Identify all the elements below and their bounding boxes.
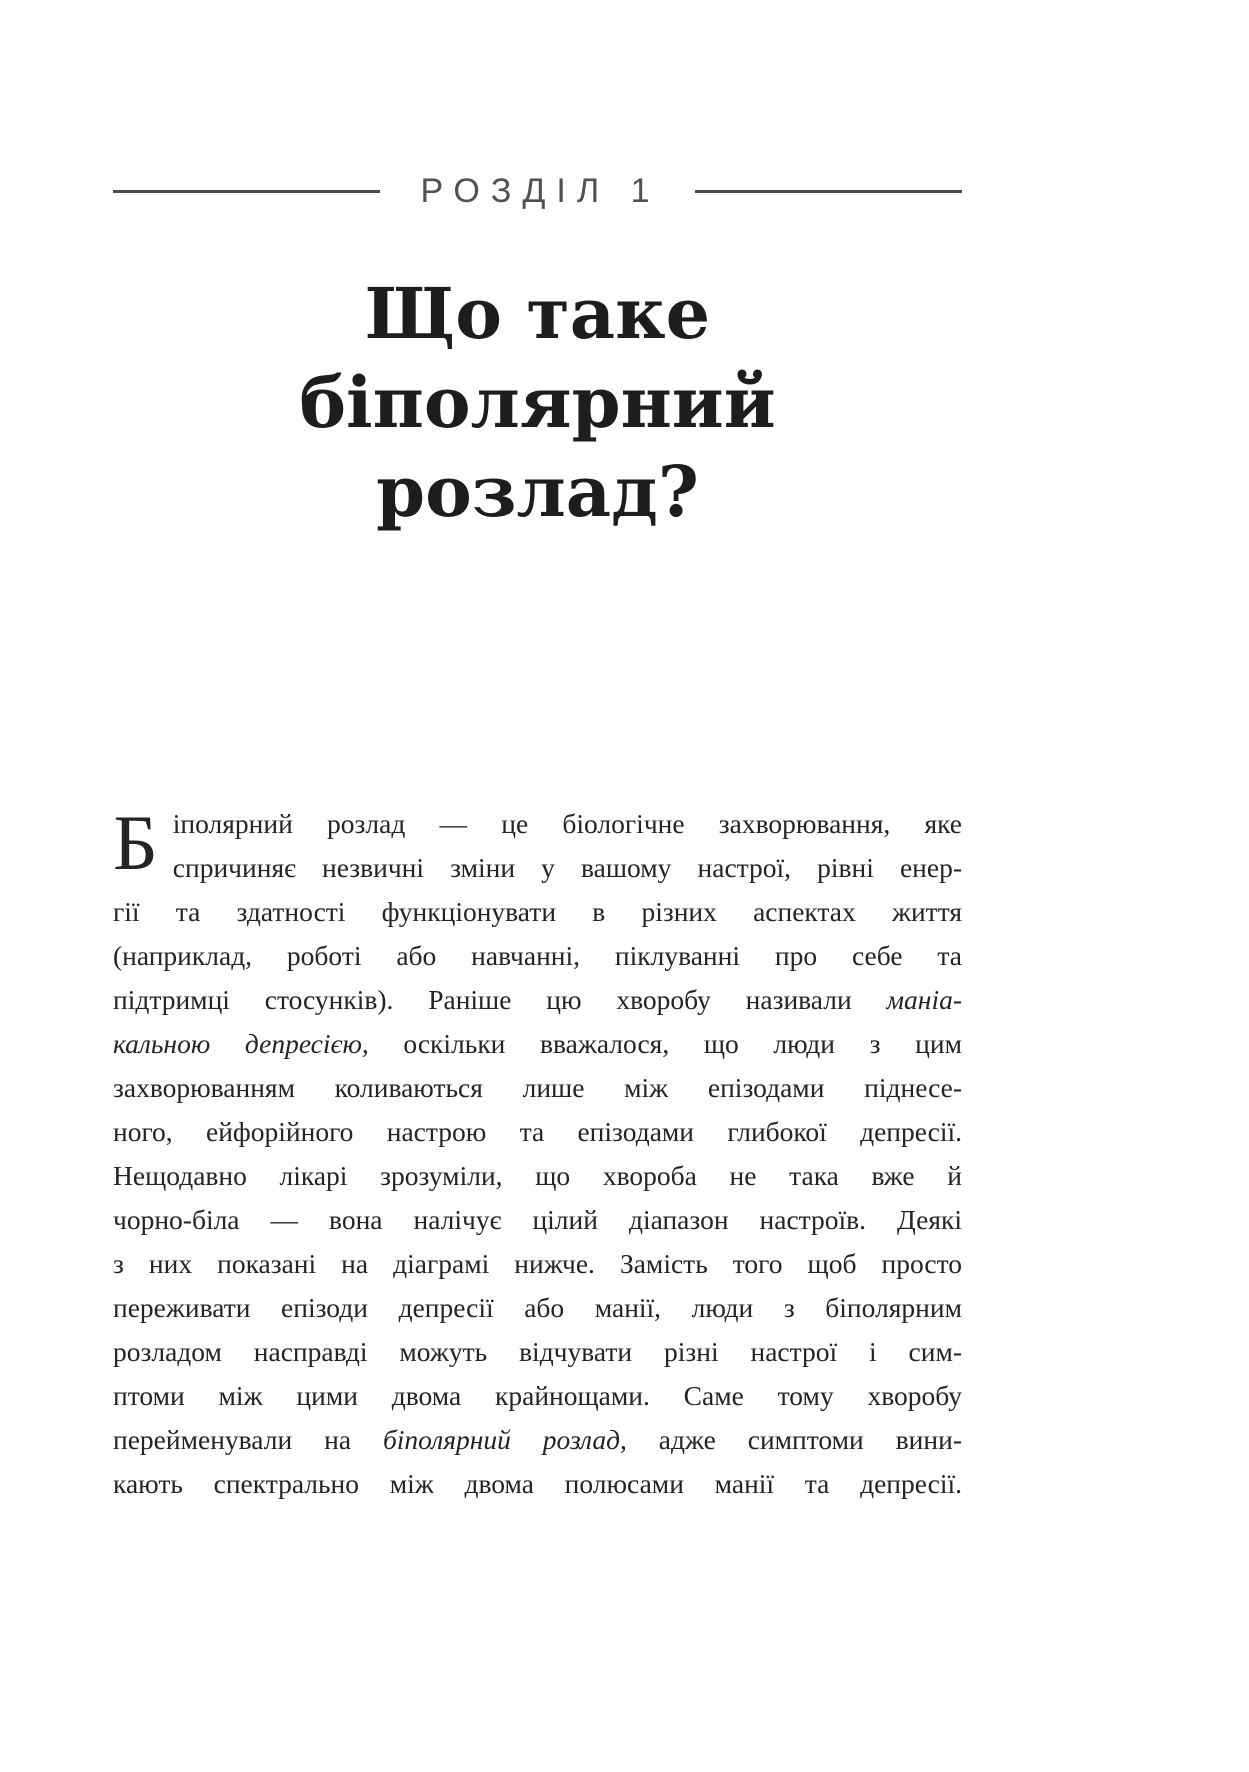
page-content (113, 172, 962, 1506)
chapter-title (113, 269, 962, 536)
body-text: перейменували на (113, 1424, 383, 1455)
body-line (113, 1110, 962, 1154)
body-text: гії та здатності функціонувати в різних аспектах життя (113, 896, 962, 927)
body-text: захворюванням коливаються лише між епізодами піднесе- (113, 1072, 962, 1103)
body-line (113, 1066, 962, 1110)
body-line (113, 1462, 962, 1506)
body-line (113, 1242, 962, 1286)
chapter-rule-right (695, 190, 962, 193)
body-text: (наприклад, роботі або навчанні, піклуванні про себе та (113, 940, 962, 971)
chapter-title-line: біполярний (299, 361, 776, 444)
body-text-italic: кальною депресією, (113, 1028, 369, 1059)
body-text-italic: біполярний розлад (382, 1424, 620, 1455)
body-text: розладом насправді можуть відчувати різні настрої і сим- (113, 1336, 962, 1367)
body-text: кають спектрально між двома полюсами манії та депресії. (113, 1468, 962, 1499)
chapter-header (113, 172, 962, 211)
body-text-italic: маніа- (886, 984, 962, 1015)
body-line (113, 934, 962, 978)
body-text: переживати епізоди депресії або манії, люди з біполярним (113, 1292, 962, 1323)
body-line (113, 978, 962, 1022)
body-paragraph (113, 799, 962, 1506)
body-line (113, 802, 962, 846)
chapter-rule-left (113, 190, 380, 193)
body-line (113, 1154, 962, 1198)
chapter-label: РОЗДІЛ 1 (420, 172, 661, 210)
body-text: чорно-біла — вона налічує цілий діапазон настроїв. Деякі (113, 1204, 962, 1235)
body-text: Нещодавно лікарі зрозуміли, що хвороба не така вже й (113, 1160, 962, 1191)
body-text: з них показані на діаграмі нижче. Замість того щоб просто (113, 1248, 962, 1279)
body-line (113, 1286, 962, 1330)
body-line (113, 1022, 962, 1066)
body-text: іполярний розлад — це біологічне захворювання, яке (172, 808, 962, 839)
body-line (113, 1418, 962, 1462)
body-line (113, 846, 962, 890)
body-text: ного, ейфорійного настрою та епізодами глибокої депресії. (113, 1116, 962, 1147)
chapter-title-line: розлад? (376, 450, 699, 533)
body-text: підтримці стосунків). Раніше цю хворобу називали (113, 984, 887, 1015)
body-text: спричиняє незвичні зміни у вашому настрої, рівні енер- (172, 852, 962, 883)
chapter-title-line: Що таке (364, 272, 711, 355)
body-line (113, 1198, 962, 1242)
body-line (113, 1330, 962, 1374)
body-line (113, 1374, 962, 1418)
drop-cap: Б (113, 799, 158, 886)
body-text: , адже симптоми вини- (619, 1424, 962, 1455)
body-text: оскільки вважалося, що люди з цим (368, 1028, 962, 1059)
body-line (113, 890, 962, 934)
body-text: птоми між цими двома крайнощами. Саме тому хворобу (113, 1380, 962, 1411)
